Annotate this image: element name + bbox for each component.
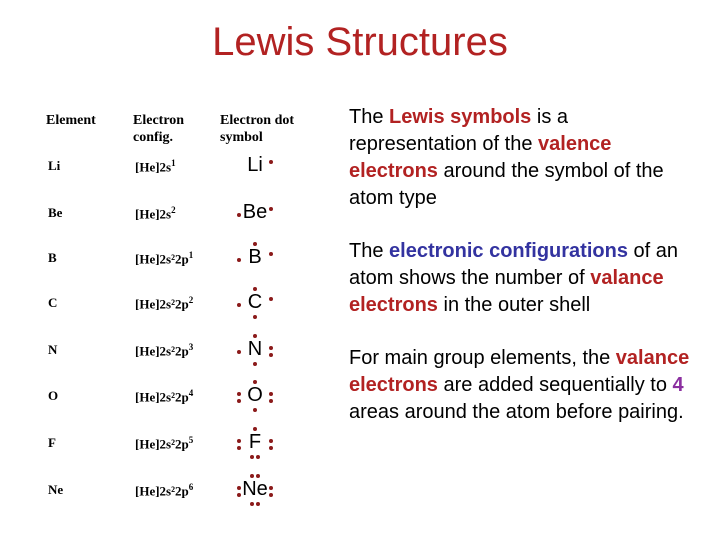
electron-dot [237,493,241,497]
dot-symbol [235,199,275,229]
electron-dot [253,315,257,319]
config-text: [He]2s²2p [135,343,189,359]
electron-dot [253,408,257,412]
lewis-table [40,110,340,530]
p1-term-lewis-symbols: Lewis symbols [389,106,532,128]
dot-symbol [235,476,275,506]
element-symbol: N [247,338,263,360]
config-text: [He]2s [135,159,172,175]
config-text: [He]2s²2p [135,251,189,267]
dot-symbol [235,429,275,459]
electron-dot [237,486,241,490]
electron-dot [237,303,241,307]
electron-dot [269,252,273,256]
element-symbol: C [247,291,263,313]
electron-dot [253,242,257,246]
electron-dot [253,362,257,366]
electron-dot [269,297,273,301]
config-text: [He]2s²2p [135,436,189,452]
config-text: [He]2s²2p [135,389,189,405]
electron-dot [269,493,273,497]
config-cell [135,435,193,452]
p3-number-four: 4 [672,374,684,396]
electron-dot [269,392,273,396]
config-text: [He]2s²2p [135,483,189,499]
electron-dot [237,446,241,450]
paragraph-electronic-config [349,238,699,319]
dot-symbol [235,152,275,182]
config-superscript: 6 [188,482,194,492]
config-cell [135,482,193,499]
config-cell [135,295,193,312]
element-symbol: Li [247,154,263,176]
electron-dot [250,502,254,506]
electron-dot [253,380,257,384]
p2-text-a: The [349,240,390,262]
config-cell [135,342,193,359]
slide-title: Lewis Structures [212,20,508,64]
dot-symbol [235,336,275,366]
config-superscript: 5 [188,435,194,445]
electron-dot [237,258,241,262]
paragraph-lewis-symbols [349,104,699,212]
config-superscript: 2 [171,205,176,215]
config-text: [He]2s²2p [135,296,189,312]
config-superscript: 1 [188,250,194,260]
element-symbol: O [247,384,263,406]
element-symbol: F [248,431,262,453]
p2-term-valance-electrons: valance electrons [349,267,664,316]
p1-text-e: around the symbol of the atom type [349,160,664,209]
p3-text-c: are added sequentially to [437,374,673,396]
p1-term-valence-electrons: valence electrons [349,133,612,182]
dot-symbol [235,289,275,319]
header-dot-symbol: Electron dot symbol [220,113,295,145]
element-cell: B [48,250,57,265]
element-symbol: B [248,246,262,268]
electron-dot [269,439,273,443]
element-symbol: Be [242,201,268,223]
element-cell: N [48,342,58,357]
electron-dot [269,486,273,490]
electron-dot [237,350,241,354]
electron-dot [237,399,241,403]
explanation-text [349,104,699,452]
p2-text-e: in the outer shell [437,294,591,316]
config-cell [135,205,176,222]
electron-dot [237,392,241,396]
element-cell: Ne [48,482,64,497]
p2-term-electronic-configurations: electronic configurations [389,240,628,262]
p2-text-c: of an atom shows the number of [349,240,679,289]
dot-symbol [235,244,275,274]
config-cell [135,250,193,267]
electron-dot [269,207,273,211]
config-superscript: 4 [188,388,194,398]
electron-dot [237,439,241,443]
electron-dot [269,353,273,357]
config-cell [135,158,176,175]
header-config: Electron config. [133,113,185,145]
config-superscript: 3 [188,342,194,352]
electron-dot [256,474,260,478]
electron-dot [250,474,254,478]
header-element: Element [46,113,96,128]
electron-dot [237,213,241,217]
config-text: [He]2s [135,206,172,222]
electron-dot [269,446,273,450]
p3-text-e: areas around the atom before pairing. [349,401,684,423]
paragraph-main-group [349,345,699,426]
electron-dot [256,455,260,459]
electron-dot [253,427,257,431]
element-cell: C [48,295,58,310]
electron-dot [269,160,273,164]
element-cell: Li [48,158,61,173]
electron-dot [250,455,254,459]
element-cell: F [48,435,56,450]
electron-dot [253,287,257,291]
element-symbol: Ne [242,478,268,500]
config-cell [135,388,193,405]
electron-dot [256,502,260,506]
electron-dot [253,334,257,338]
element-cell: O [48,388,59,403]
p3-term-valance-electrons: valance electrons [349,347,690,396]
p3-text-a: For main group elements, the [349,347,616,369]
p1-text-c: is a representation of the [349,106,568,155]
dot-symbol [235,382,275,412]
config-superscript: 1 [171,158,176,168]
p1-text-a: The [349,106,390,128]
element-cell: Be [48,205,63,220]
electron-dot [269,346,273,350]
config-superscript: 2 [188,295,194,305]
electron-dot [269,399,273,403]
